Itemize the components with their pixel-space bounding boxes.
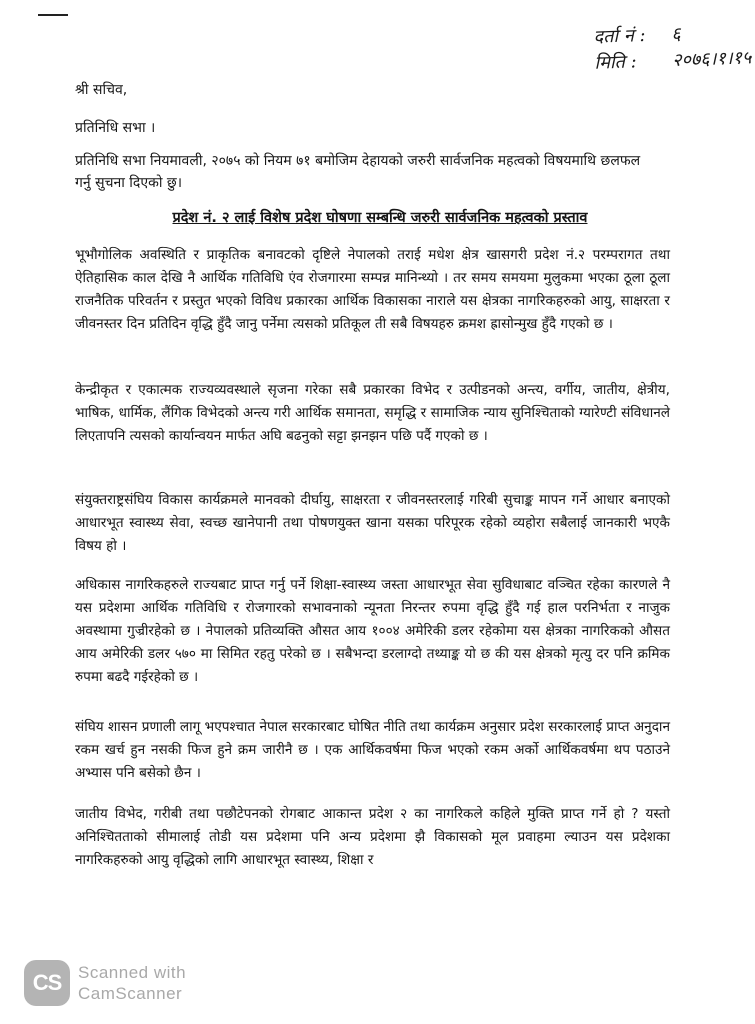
body-paragraph-5: संघिय शासन प्रणाली लागू भएपश्चात नेपाल सरकारबाट घोषित नीति तथा कार्यक्रम अनुसार प्रदेश सरकारलाई प्राप्त अनुदान रकम खर्च हुन नसकी फिज हुने क्रम जारीनै छ । एक आर्थिकवर्षमा फिज भएको रकम अर्को आर्थिकवर्षमा थप पठाउने अभ्यास पनि बसेको छैन । [75,719,670,781]
subject-heading: प्रदेश नं. २ लाई विशेष प्रदेश घोषणा सम्बन्धि जरुरी सार्वजनिक महत्वको प्रस्ताव [172,210,588,226]
body-paragraph-6: जातीय विभेद, गरीबी तथा पछौटेपनको रोगबाट आकान्त प्रदेश २ का नागरिकले कहिले मुक्ति प्राप्त गर्ने हो ? यस्तो अनिश्चितताको सीमालाई तोडी यस प्रदेशमा पनि अन्य प्रदेशमा झै विकासको मूल प्रवाहमा ल्याउन यस प्रदेशका नागरिकहरुको आयु वृद्धिको लागि आधारभूत स्वास्थ्य, शिक्षा र [75,806,670,868]
body-paragraph-1: भूभौगोलिक अवस्थिति र प्राकृतिक बनावटको दृष्टिले नेपालको तराई मधेश क्षेत्र खासगरी प्रदेश नं.२ परम्परागत तथा ऐतिहासिक काल देखि नै आर्थिक गतिविधि एंव रोजगारमा सम्पन्न मानिन्थ्यो । तर समय समयमा मुलुकमा भएका ठूला ठूला राजनैतिक परिवर्तन र प्रस्तुत भएको विविध प्रकारका आर्थिक विकासका नाराले यस क्षेत्रका नागरिकहरुको आयु, साक्षरता र जीवनस्तर दिन प्रतिदिन वृद्धि हुँदै जानु पर्नेमा त्यसको प्रतिकूल ती सबै विषयहरु क्रमश ह्रासोन्मुख हुँदै गएको छ । [75,247,670,332]
body-paragraph-4: अधिकास नागरिकहरुले राज्यबाट प्राप्त गर्नु पर्ने शिक्षा-स्वास्थ्य जस्ता आधारभूत सेवा सुविधाबाट वञ्चित रहेका कारणले नै यस प्रदेशमा आर्थिक गतिविधि र रोजगारको सभावनाको न्यूनता निरन्तर रुपमा वृद्धि हुँदै गई हाल परनिर्भता र नाजुक अवस्थामा गुज्रीरहेको छ । नेपालको प्रतिव्यक्ति औसत आय १००४ अमेरिकी डलर रहेकोमा यस क्षेत्रका नागरिकको औसत आय अमेरिकी डलर ५७० मा सिमित रहतु परेको छ । सबैभन्दा डरलाग्दो तथ्याङ्क यो छ की यस क्षेत्रको मृत्यु दर पनि क्रमिक रुपमा बढदै गईरहेको छ । [75,577,670,685]
miti-line [594,45,752,76]
camscanner-watermark [24,960,186,1006]
addressee-line-1: श्री सचिव, [75,82,128,98]
body-paragraph-2: केन्द्रीकृत र एकात्मक राज्यव्यवस्थाले सृजना गरेका सबै प्रकारका विभेद र उत्पीडनको अन्त्य, वर्गीय, जातीय, क्षेत्रीय, भाषिक, धार्मिक, लैंगिक विभेदको अन्त्य गरी आर्थिक समानता, समृद्धि र सामाजिक न्याय सुनिश्चिताको ग्यारेण्टी संविधानले लिएतापनि त्यसको कार्यान्वयन मार्फत अघि बढनुको सट्टा झनझन पछि पर्दै गएको छ । [75,382,670,444]
intro-paragraph: प्रतिनिधि सभा नियमावली, २०७५ को नियम ७१ बमोजिम देहायको जरुरी सार्वजनिक महत्वको विषयमाथि छलफल गर्नु सुचना दिएको छु। [75,153,641,191]
addressee-line-2: प्रतिनिधि सभा । [75,120,156,136]
miti-label: मिति : [594,51,638,74]
watermark-line-2: CamScanner [78,984,183,1003]
miti-value: २०७६।१।१५ [671,47,752,72]
watermark-text [78,962,186,1004]
pen-mark [38,14,68,16]
darta-label: दर्ता नं : [593,24,646,48]
camscanner-logo-text: CS [32,970,62,995]
handwritten-registration-note [593,19,752,76]
body-paragraph-3: संयुक्तराष्ट्रसंघिय विकास कार्यक्रमले मानवको दीर्घायु, साक्षरता र जीवनस्तरलाई गरिबी सुचाङ्क मापन गर्ने आधार बनाएको आधारभूत स्वास्थ्य सेवा, स्वच्छ खानेपानी तथा पोषणयुक्त खाना यसका परिपूरक रहेको व्यहोरा सबैलाई जानकारी भएकै विषय हो । [75,492,670,554]
watermark-line-1: Scanned with [78,963,187,982]
camscanner-logo-icon [24,960,70,1006]
darta-value: ६ [670,23,682,46]
